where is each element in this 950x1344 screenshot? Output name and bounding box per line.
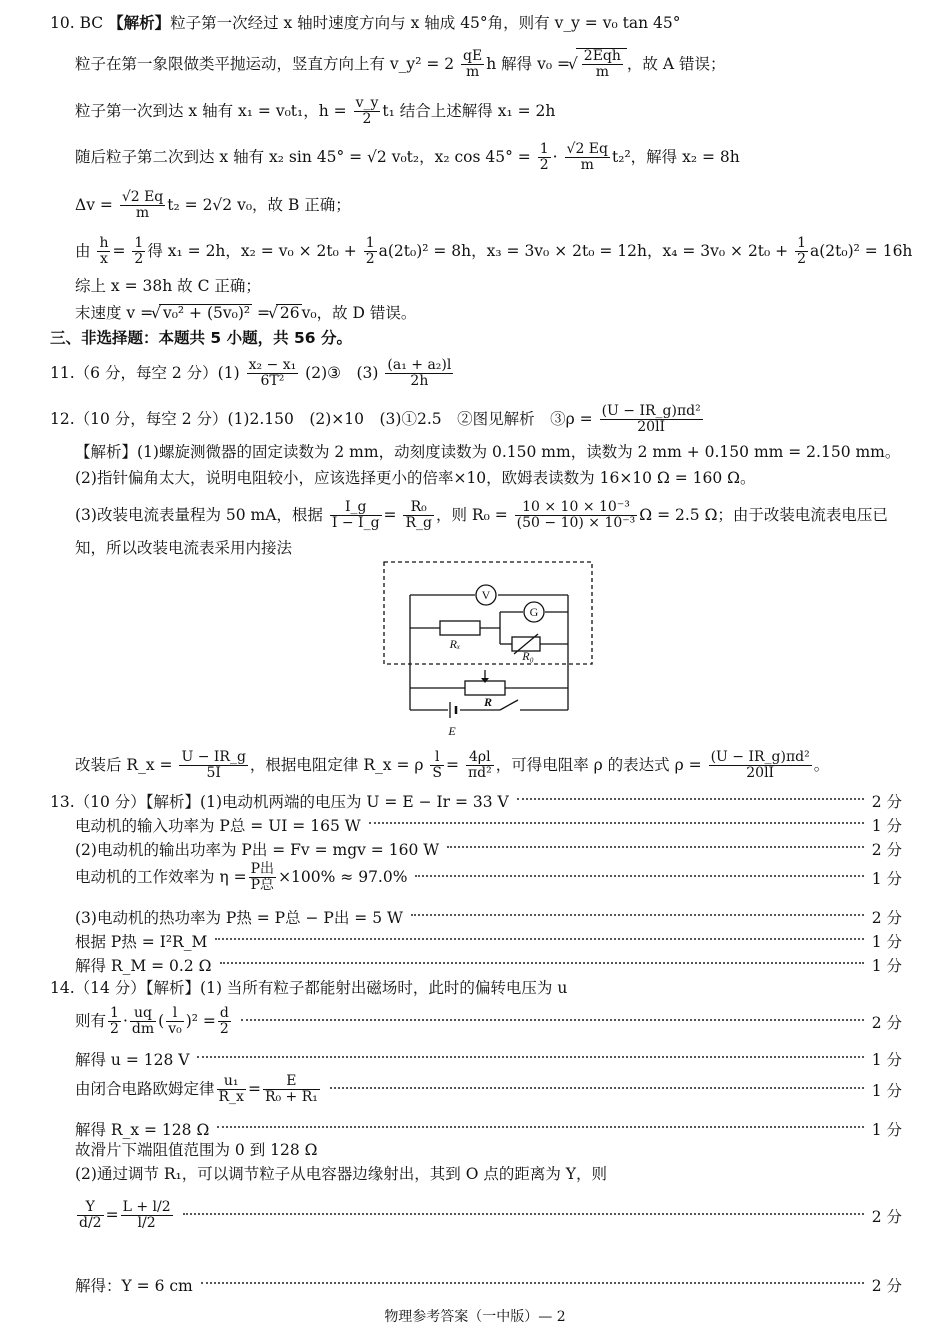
- q12-p5c: =: [446, 755, 459, 774]
- q10-tag: 【解析】: [108, 13, 171, 32]
- frac-rt2Eq-m: $\frac{√2 Eq}{m}$: [566, 141, 608, 174]
- frac-qE-m: $\frac{qE}{m}$: [463, 48, 483, 81]
- q14-l1: 14.（14 分）【解析】(1) 当所有粒子都能射出磁场时，此时的偏转电压为 u: [50, 979, 568, 997]
- q13-l5: (3)电动机的热功率为 P热 = P总 − P出 = 5 W: [75, 909, 403, 927]
- q13-s2: 1 分: [871, 817, 902, 835]
- frac-Rx: $\frac{U - IR\_g}{5I}$: [181, 749, 246, 782]
- q13-l3: (2)电动机的输出功率为 P出 = Fv = mgv = 160 W: [75, 841, 440, 859]
- q12-p3a: (3)改装电流表量程为 50 mA，根据: [75, 505, 323, 524]
- q10-l5b: t₂ = 2√2 v₀，故 B 正确；: [167, 195, 351, 214]
- frac-one-half-4: $\frac{1}{2}$: [797, 235, 807, 268]
- q12-p5b: ，根据电阻定律 R_x = ρ: [249, 755, 424, 774]
- q10-l2a: 粒子在第一象限做类平抛运动，竖直方向上有 v_y² = 2: [75, 54, 455, 73]
- switch: [500, 700, 518, 710]
- q12-p2: (2)指针偏角太大，说明电阻较小，应该选择更小的倍率×10，欧姆表读数为 16×10 Ω = 160 Ω。: [75, 469, 756, 487]
- q12-p3b: =: [383, 505, 397, 524]
- frac-lv0: $\frac{l}{\text{v₀}}$: [168, 1005, 182, 1038]
- sqrt-2Eqh: √ $\frac{\text{2Eqh}}{m}$: [576, 48, 627, 81]
- frac-lS: $\frac{l}{S}$: [432, 749, 442, 782]
- dashed-box: [384, 562, 592, 664]
- frac-rho-2: $\frac{\text{(U − IR\_g)πd²}}{20lI}$: [710, 749, 810, 782]
- q14-row8: [75, 1200, 902, 1232]
- frac-IgI: $\frac{I\_g}{I - I\_g}$: [331, 499, 380, 532]
- q12-p3: [75, 500, 888, 532]
- q10-line6: [75, 236, 912, 268]
- q14-l2d: )² =: [185, 1011, 216, 1030]
- q12-a: 12.（10 分，每空 2 分）(1)2.150 (2)×10 (3)①2.5 ②图见解析 ③ρ =: [50, 409, 593, 428]
- q14-s8: 2 分: [871, 1207, 902, 1226]
- q14-s9: 2 分: [871, 1277, 902, 1295]
- q14-l2a: 则有: [75, 1011, 107, 1030]
- q13-s1: 2 分: [871, 793, 902, 811]
- q13-row3: [75, 838, 902, 860]
- q10-l6e: a(2t₀)² = 16h: [810, 241, 913, 260]
- q10-line5: [75, 190, 351, 222]
- q14-l4a: 由闭合电路欧姆定律: [75, 1079, 215, 1098]
- q12-p4: 知，所以改装电流表采用内接法: [75, 539, 293, 557]
- frac-one-half-3: $\frac{1}{2}$: [365, 235, 375, 268]
- q13-row6: [75, 930, 902, 952]
- frac-uRx: $\frac{\text{u₁}}{R\_x}$: [218, 1073, 244, 1106]
- q14-l7: (2)通过调节 R₁，可以调节粒子从电容器边缘射出，其到 O 点的距离为 Y，则: [75, 1165, 607, 1183]
- q12-p5d: ，可得电阻率 ρ 的表达式 ρ =: [495, 755, 702, 774]
- q10-l3a: 粒子第一次到达 x 轴有 x₁ = v₀t₁，h =: [75, 101, 347, 120]
- frac-uqdm: $\frac{uq}{dm}$: [131, 1005, 155, 1038]
- frac-rt2Eq-m-2: $\frac{√2 Eq}{m}$: [121, 189, 164, 222]
- q14-row9: [75, 1274, 902, 1296]
- resistor-rx: [440, 621, 480, 635]
- q12-p1: 【解析】(1)螺旋测微器的固定读数为 2 mm，动刻度读数为 0.150 mm，读数为 2 mm + 0.150 mm = 2.150 mm。: [75, 443, 901, 461]
- q13-s3: 2 分: [871, 841, 902, 859]
- q10-answer: 10. BC: [50, 14, 104, 32]
- frac-R0Rg: $\frac{\text{R₀}}{R\_g}$: [405, 499, 432, 532]
- q13-s6: 1 分: [871, 933, 902, 951]
- q14-s2: 2 分: [871, 1013, 902, 1032]
- q10-l4b: ·: [552, 147, 558, 166]
- q10-l8c: =: [257, 304, 271, 322]
- q14-row4: [75, 1074, 902, 1106]
- q10-l2b: h 解得 v₀ =: [486, 54, 570, 73]
- frac-a1a2: $\frac{\text{(a₁ + a₂)l}}{2h}$: [387, 357, 452, 390]
- q12-p5a: 改装后 R_x =: [75, 755, 173, 774]
- q10-line8: [75, 304, 416, 322]
- q14-l9: 解得：Y = 6 cm: [75, 1277, 193, 1295]
- q14-l6: 故滑片下端阻值范围为 0 到 128 Ω: [75, 1141, 318, 1159]
- q13-l6: 根据 P热 = I²R_M: [75, 933, 208, 951]
- q10-line4: [75, 142, 740, 174]
- q10-line3: [75, 96, 555, 128]
- q14-l5: 解得 R_x = 128 Ω: [75, 1121, 210, 1139]
- q13-row1: [50, 790, 902, 812]
- q10-l5a: Δv =: [75, 195, 113, 214]
- label-rx: Rₓ: [449, 637, 461, 651]
- q10-line7: 综上 x = 38h 故 C 正确；: [75, 277, 261, 295]
- q14-row2: [75, 1006, 902, 1038]
- q14-l4b: =: [247, 1079, 261, 1098]
- frac-rhoL: $\frac{4\rho l}{\text{πd²}}$: [467, 749, 492, 782]
- q10-text1: 粒子第一次经过 x 轴时速度方向与 x 轴成 45°角，则有 v_y = v₀ tan 45°: [170, 14, 681, 32]
- q10-l3b: t₁ 结合上述解得 x₁ = 2h: [382, 101, 556, 120]
- frac-Ll: $\frac{L + l/2}{l/2}$: [122, 1199, 171, 1232]
- frac-vy-2: $\frac{v\_y}{2}$: [355, 95, 379, 128]
- q14-l8b: =: [105, 1205, 119, 1224]
- q10-l8a: 末速度 v =: [75, 304, 154, 322]
- q14-l2c: (: [158, 1011, 165, 1030]
- label-g: G: [529, 605, 539, 619]
- q10-l6c: 得 x₁ = 2h，x₂ = v₀ × 2t₀ +: [147, 241, 357, 260]
- q12-p5e: 。: [813, 755, 830, 774]
- q10-l8e: v₀，故 D 错误。: [301, 304, 417, 322]
- page-footer: 物理参考答案（一中版）— 2: [384, 1309, 566, 1325]
- q11-a: 11.（6 分，每空 2 分）(1): [50, 363, 240, 382]
- q13-s4: 1 分: [871, 869, 902, 888]
- frac-ER: $\frac{E}{\text{R₀ + R₁}}$: [264, 1073, 318, 1106]
- frac-one-half-2: $\frac{1}{2}$: [134, 235, 144, 268]
- q13-row2: [75, 814, 902, 836]
- q13-l7: 解得 R_M = 0.2 Ω: [75, 957, 212, 975]
- frac-R0val: $\frac{\text{10 × 10 × 10⁻³}}{\text{(50 − 10) × 10⁻³}}$: [516, 499, 636, 532]
- q12-p3d: Ω = 2.5 Ω；由于改装电流表电压已: [639, 505, 888, 524]
- circuit-diagram: [380, 560, 600, 740]
- label-r: R: [483, 695, 493, 709]
- q10-l6d: a(2t₀)² = 8h，x₃ = 3v₀ × 2t₀ = 12h，x₄ = 3v₀ × 2t₀ +: [378, 241, 789, 260]
- label-v: V: [481, 588, 491, 602]
- q10-l2c: ，故 A 错误；: [626, 54, 726, 73]
- q10-line1: [50, 14, 680, 32]
- q12-p5: [75, 750, 829, 782]
- q14-s5: 1 分: [871, 1121, 902, 1139]
- q13-row4: [75, 862, 902, 894]
- q10-l4a: 随后粒子第二次到达 x 轴有 x₂ sin 45° = √2 v₀t₂，x₂ cos 45° =: [75, 147, 531, 166]
- label-r0: R₀: [522, 649, 534, 663]
- q14-row5: [75, 1118, 902, 1140]
- q13-l4b: ×100% ≈ 97.0%: [278, 867, 408, 886]
- q12-p3c: ，则 R₀ =: [435, 505, 508, 524]
- frac-d2: $\frac{d}{2}$: [219, 1005, 229, 1038]
- q13-s7: 1 分: [871, 957, 902, 975]
- frac-Yd: $\frac{Y}{d/2}$: [79, 1199, 102, 1232]
- frac-h-x: $\frac{h}{x}$: [99, 235, 109, 268]
- q10-l4c: t₂²，解得 x₂ = 8h: [612, 147, 740, 166]
- q13-l1: 13.（10 分）【解析】(1)电动机两端的电压为 U = E − Ir = 33 V: [50, 793, 509, 811]
- q10-l6b: =: [112, 241, 126, 260]
- q14-s4: 1 分: [871, 1081, 902, 1100]
- q13-l2: 电动机的输入功率为 P总 = UI = 165 W: [75, 817, 361, 835]
- q11-b: (2)③ (3): [305, 363, 379, 382]
- label-e: E: [448, 724, 456, 738]
- q13-row7: [75, 954, 902, 976]
- q14-row3: [75, 1048, 902, 1070]
- q14-l3: 解得 u = 128 V: [75, 1051, 190, 1069]
- q14-l2b: ·: [122, 1011, 128, 1030]
- q14-s3: 1 分: [871, 1051, 902, 1069]
- sqrt-26: √ 26: [276, 304, 302, 322]
- frac-one-half: $\frac{1}{2}$: [539, 141, 549, 174]
- resistor-r: [465, 681, 505, 695]
- section-heading: 三、非选择题：本题共 5 小题，共 56 分。: [50, 329, 352, 347]
- q13-s5: 2 分: [871, 909, 902, 927]
- q13-l4a: 电动机的工作效率为 η =: [75, 867, 247, 886]
- sqrt-v0: √ v₀² + (5v₀)²: [159, 304, 252, 322]
- q11-line: [50, 358, 455, 390]
- q12-line: [50, 404, 705, 436]
- frac-PP: $\frac{\text{P出}}{\text{P总}}$: [250, 861, 275, 894]
- frac-x2x1: $\frac{\text{x₂ − x₁}}{\text{6T²}}$: [248, 357, 297, 390]
- q13-row5: [75, 906, 902, 928]
- q10-line2: [75, 48, 725, 81]
- q10-l6a: 由: [75, 241, 91, 260]
- frac-half-q14: $\frac{1}{2}$: [110, 1005, 119, 1038]
- frac-rho: $\frac{\text{(U − IR\_g)πd²}}{20lI}$: [601, 403, 701, 436]
